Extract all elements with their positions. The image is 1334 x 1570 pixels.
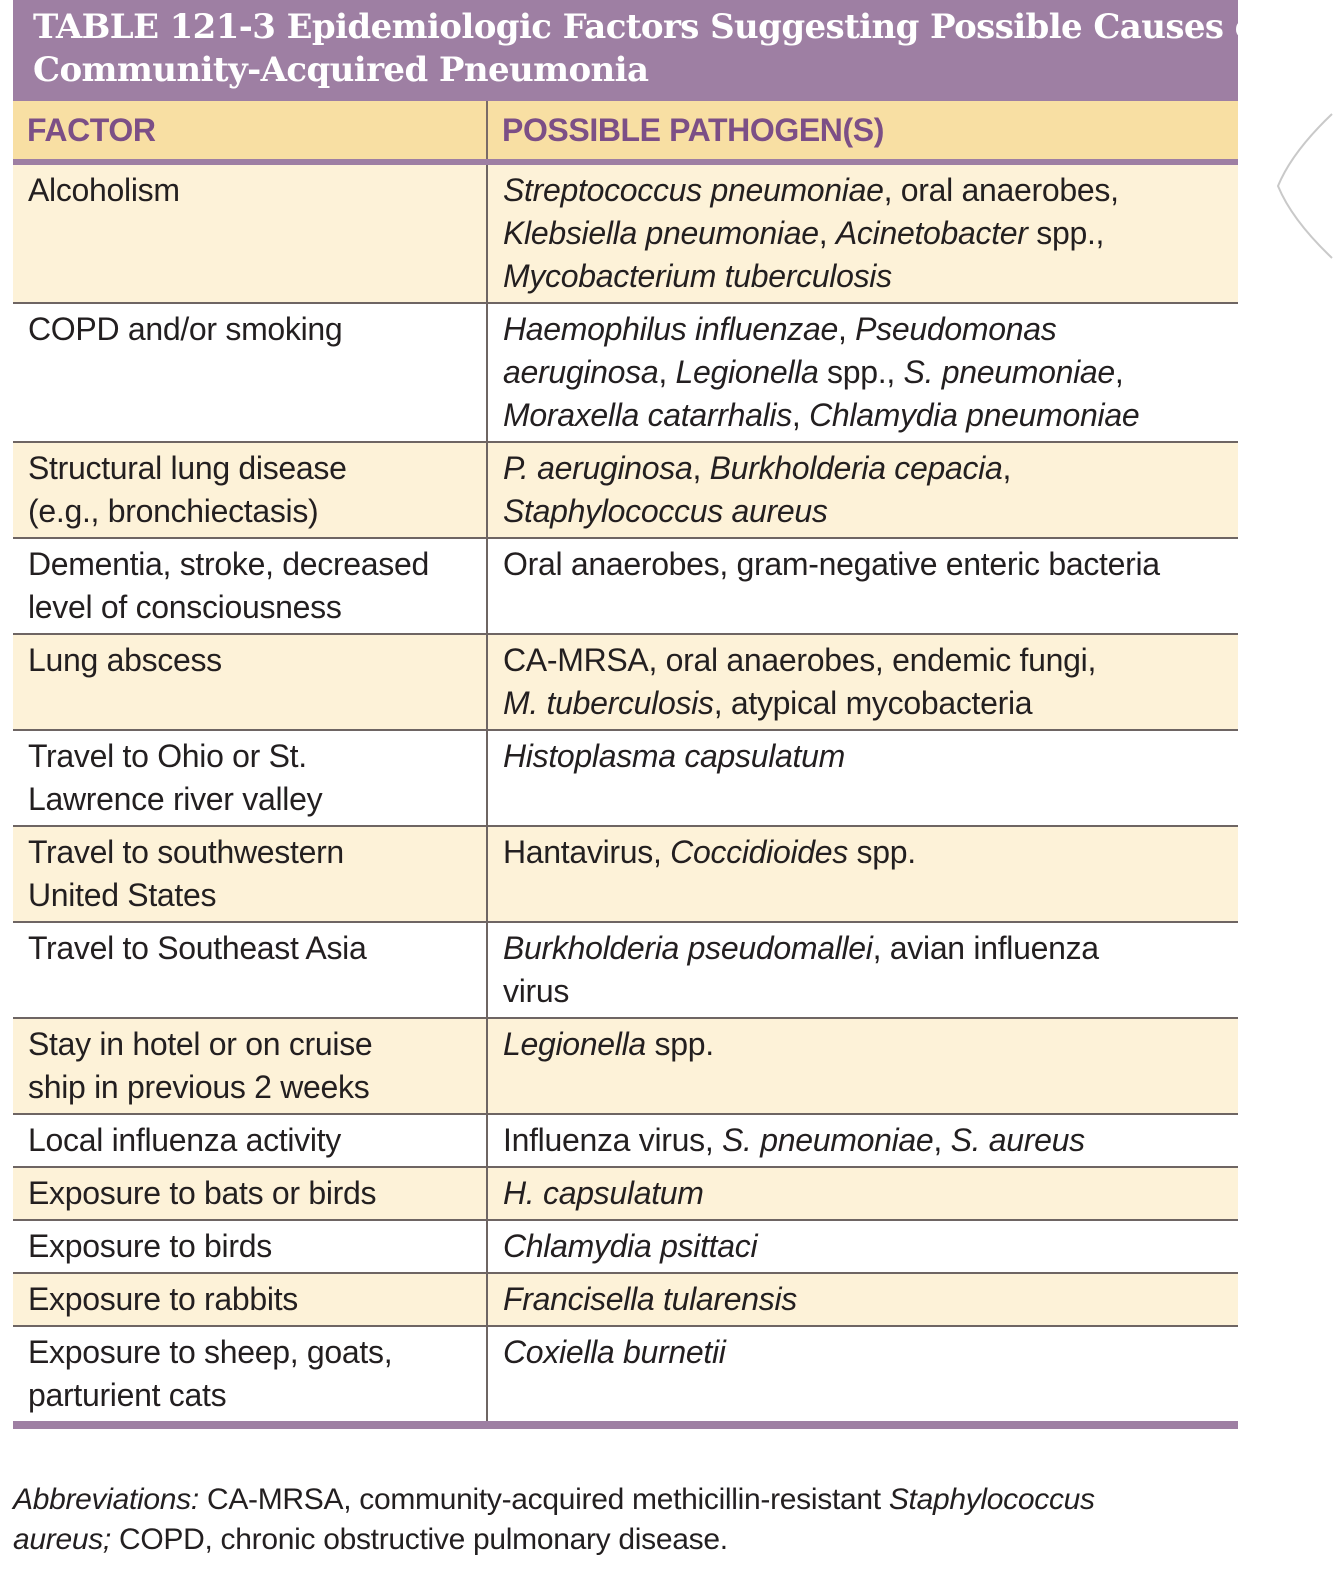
pathogen-cell	[487, 730, 1238, 826]
italic-text: P. aeruginosa	[503, 450, 693, 486]
italic-text: M. tuberculosis	[503, 685, 714, 721]
factor-line: Stay in hotel or on cruise	[28, 1026, 373, 1062]
pathogen-cell	[487, 922, 1238, 1018]
text-segment: ,	[658, 354, 676, 390]
factor-cell	[13, 442, 487, 538]
italic-text: Legionella	[675, 354, 819, 390]
text-segment: spp.,	[818, 354, 904, 390]
pathogen-cell	[487, 1167, 1238, 1220]
italic-text: Mycobacterium tuberculosis	[503, 258, 892, 294]
text-segment: , avian influenza	[872, 930, 1099, 966]
text-segment: ,	[933, 1122, 951, 1158]
italic-text: aureus;	[13, 1523, 111, 1556]
factor-line: ship in previous 2 weeks	[28, 1069, 370, 1105]
factors-table	[13, 101, 1238, 1421]
pathogen-line	[503, 735, 1224, 778]
factor-line: Lung abscess	[28, 642, 222, 678]
italic-text: Burkholderia pseudomallei	[503, 930, 873, 966]
table-row	[13, 1220, 1238, 1273]
italic-text: S. pneumoniae	[722, 1122, 934, 1158]
table-row	[13, 634, 1238, 730]
pathogen-line	[503, 970, 1224, 1013]
table-row	[13, 538, 1238, 634]
table-row	[13, 1167, 1238, 1220]
text-segment: CA-MRSA, oral anaerobes, endemic fungi,	[503, 642, 1097, 678]
factor-line: Travel to Southeast Asia	[28, 930, 367, 966]
italic-text: Abbreviations:	[13, 1483, 199, 1516]
text-segment: Hantavirus,	[503, 834, 671, 870]
pathogen-cell	[487, 538, 1238, 634]
text-segment: CA-MRSA, community-acquired methicillin-resistant	[198, 1483, 889, 1516]
italic-text: S. aureus	[950, 1122, 1085, 1158]
table-row	[13, 1273, 1238, 1326]
factor-line: Structural lung disease	[28, 450, 347, 486]
pathogen-line	[503, 1225, 1224, 1268]
text-segment: ,	[1002, 450, 1012, 486]
footnote	[13, 1480, 1313, 1560]
factor-cell	[13, 922, 487, 1018]
text-segment: Oral anaerobes, gram-negative enteric bacteria	[503, 546, 1160, 582]
italic-text: Acinetobacter	[835, 215, 1028, 251]
pathogen-cell	[487, 1114, 1238, 1167]
italic-text: Haemophilus influenzae	[503, 311, 838, 347]
factor-line: Travel to Ohio or St.	[28, 738, 307, 774]
factor-line: United States	[28, 877, 217, 913]
factor-line: Exposure to bats or birds	[28, 1175, 377, 1211]
pathogen-cell	[487, 634, 1238, 730]
italic-text: Staphylococcus aureus	[503, 493, 828, 529]
table-bottom-rule	[13, 1421, 1238, 1429]
table-row	[13, 303, 1238, 442]
factor-cell	[13, 1220, 487, 1273]
text-segment: COPD, chronic obstructive pulmonary disease.	[110, 1523, 728, 1556]
italic-text: Coxiella burnetii	[503, 1334, 726, 1370]
footnote-line-1	[13, 1480, 1313, 1520]
pathogen-cell	[487, 303, 1238, 442]
pathogen-line	[503, 490, 1224, 533]
factor-line: Exposure to birds	[28, 1228, 272, 1264]
pathogen-line	[503, 639, 1224, 682]
pathogen-line	[503, 1331, 1224, 1374]
pathogen-line	[503, 169, 1224, 212]
italic-text: Chlamydia psittaci	[503, 1228, 758, 1264]
factor-line: Local influenza activity	[28, 1122, 341, 1158]
table-header-row	[13, 101, 1238, 162]
header-factor: FACTOR	[13, 101, 487, 162]
pathogen-cell	[487, 162, 1238, 303]
italic-text: aeruginosa	[503, 354, 659, 390]
pathogen-line	[503, 1172, 1224, 1215]
table-body	[13, 162, 1238, 1421]
text-segment: ,	[837, 311, 856, 347]
italic-text: Histoplasma capsulatum	[503, 738, 845, 774]
table-title-line-1: TABLE 121-3 Epidemiologic Factors Suggesting Possible Causes of	[33, 7, 1271, 47]
italic-text: Burkholderia cepacia	[709, 450, 1003, 486]
table-row	[13, 1018, 1238, 1114]
table-row	[13, 826, 1238, 922]
text-segment: ,	[1114, 354, 1124, 390]
pathogen-cell	[487, 1018, 1238, 1114]
table-row	[13, 442, 1238, 538]
factor-line: COPD and/or smoking	[28, 311, 343, 347]
italic-text: Chlamydia pneumoniae	[809, 397, 1140, 433]
factor-cell	[13, 538, 487, 634]
page-edge-decoration	[1274, 112, 1334, 260]
pathogen-line	[503, 543, 1224, 586]
pathogen-cell	[487, 1220, 1238, 1273]
header-pathogens: POSSIBLE PATHOGEN(S)	[487, 101, 1238, 162]
factor-cell	[13, 1326, 487, 1421]
text-segment: ,	[692, 450, 710, 486]
italic-text: Streptococcus pneumoniae	[503, 172, 884, 208]
factor-cell	[13, 1273, 487, 1326]
italic-text: Moraxella catarrhalis	[503, 397, 792, 433]
table-row	[13, 1326, 1238, 1421]
factor-line: level of consciousness	[28, 589, 342, 625]
italic-text: Legionella	[503, 1026, 646, 1062]
factor-line: (e.g., bronchiectasis)	[28, 493, 319, 529]
pathogen-cell	[487, 1273, 1238, 1326]
factor-line: Lawrence river valley	[28, 781, 323, 817]
table-container	[13, 0, 1271, 1429]
factor-cell	[13, 303, 487, 442]
pathogen-line	[503, 1278, 1224, 1321]
pathogen-cell	[487, 826, 1238, 922]
factor-line: Travel to southwestern	[28, 834, 344, 870]
factor-cell	[13, 162, 487, 303]
table-row	[13, 922, 1238, 1018]
text-segment: spp.	[645, 1026, 714, 1062]
italic-text: Pseudomonas	[855, 311, 1057, 347]
table-row	[13, 1114, 1238, 1167]
pathogen-line	[503, 212, 1224, 255]
italic-text: Staphylococcus	[888, 1483, 1095, 1516]
factor-line: Dementia, stroke, decreased	[28, 546, 429, 582]
text-segment: , atypical mycobacteria	[713, 685, 1033, 721]
text-segment: virus	[503, 973, 570, 1009]
italic-text: H. capsulatum	[503, 1175, 704, 1211]
text-segment: , oral anaerobes,	[883, 172, 1119, 208]
pathogen-line	[503, 351, 1224, 394]
table-row	[13, 162, 1238, 303]
text-segment: ,	[791, 397, 810, 433]
factor-line: Exposure to sheep, goats,	[28, 1334, 393, 1370]
italic-text: Coccidioides	[670, 834, 848, 870]
factor-cell	[13, 1018, 487, 1114]
text-segment: spp.	[847, 834, 916, 870]
pathogen-line	[503, 682, 1224, 725]
factor-cell	[13, 1114, 487, 1167]
pathogen-cell	[487, 1326, 1238, 1421]
factor-cell	[13, 634, 487, 730]
pathogen-line	[503, 1119, 1224, 1162]
pathogen-line	[503, 927, 1224, 970]
pathogen-line	[503, 394, 1224, 437]
pathogen-line	[503, 447, 1224, 490]
factor-line: parturient cats	[28, 1377, 227, 1413]
table-title-line-2: Community-Acquired Pneumonia	[33, 50, 649, 90]
factor-line: Exposure to rabbits	[28, 1281, 299, 1317]
pathogen-line	[503, 1023, 1224, 1066]
italic-text: Klebsiella pneumoniae	[503, 215, 819, 251]
pathogen-line	[503, 308, 1224, 351]
pathogen-cell	[487, 442, 1238, 538]
factor-line: Alcoholism	[28, 172, 180, 208]
factor-cell	[13, 1167, 487, 1220]
table-title	[13, 0, 1271, 101]
factor-cell	[13, 826, 487, 922]
text-segment: Influenza virus,	[503, 1122, 723, 1158]
italic-text: Francisella tularensis	[503, 1281, 797, 1317]
text-segment: spp.,	[1027, 215, 1105, 251]
italic-text: S. pneumoniae	[903, 354, 1115, 390]
pathogen-line	[503, 255, 1224, 298]
pathogen-line	[503, 831, 1224, 874]
footnote-line-2	[13, 1520, 1313, 1560]
text-segment: ,	[818, 215, 836, 251]
table-row	[13, 730, 1238, 826]
factor-cell	[13, 730, 487, 826]
